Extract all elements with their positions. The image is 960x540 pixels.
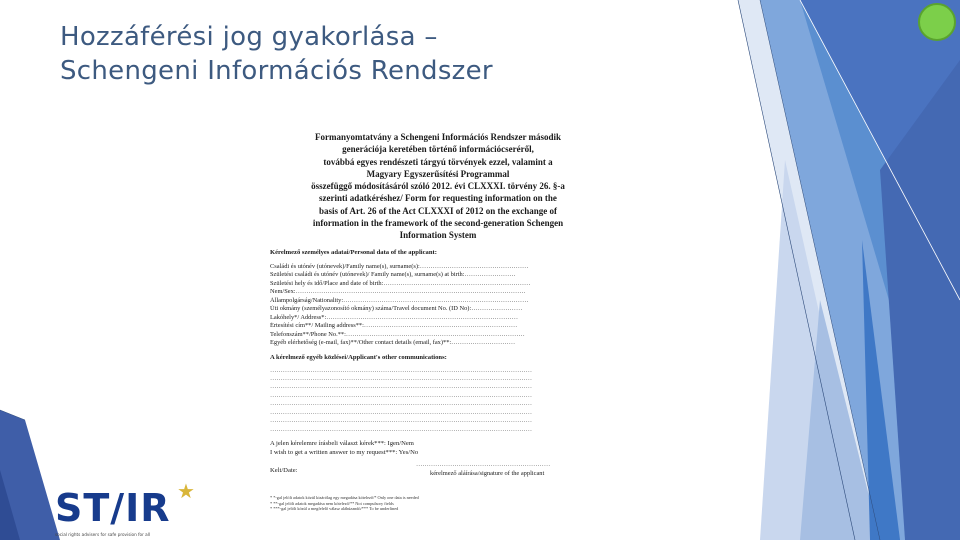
form-field-row <box>270 263 606 272</box>
form-field-blank: …………………… <box>471 305 523 313</box>
signature-label: kérelmező aláírása/signature of the applicant <box>430 470 545 477</box>
personal-data-section-title: Kérelmező személyes adatai/Personal data of the applicant: <box>270 248 437 256</box>
form-heading <box>262 126 614 242</box>
form-field-blank: ………………………………………………………………………… <box>345 330 525 338</box>
slide-title-line1: Hozzáférési jog gyakorlása – <box>60 22 438 52</box>
form-field-label: Értesítési cím**/ Mailing address**: <box>270 322 364 330</box>
slide-title-line2: Schengeni Információs Rendszer <box>60 56 493 86</box>
stair-logo <box>55 479 205 540</box>
reply-question-en: I wish to get a written answer to my request***: Yes/No <box>270 448 419 456</box>
footnote: * **-gal jelölt adatok megadása nem kötelező/** Not compulsory fields <box>270 500 394 506</box>
blank-line: …………………………………………………………………………………………………………… <box>270 400 533 408</box>
blank-line: …………………………………………………………………………………………………………… <box>270 383 533 391</box>
form-field-row <box>270 271 606 280</box>
form-heading-line: Information System <box>399 230 477 241</box>
footnote: * *-gal jelölt adatok közül kizárólag egy megadása kötelező/* Only one data is needed <box>270 495 419 500</box>
form-field-row <box>270 305 606 314</box>
form-heading-line: Formanyomtatvány a Schengeni Információs Rendszer második <box>314 132 562 142</box>
other-communications-title: A kérelmező egyéb közlései/Applicant's other communications: <box>270 353 447 361</box>
personal-data-fields <box>262 263 614 348</box>
form-field-label: Születési hely és idő/Place and date of birth: <box>270 279 384 287</box>
request-form-image <box>262 126 614 518</box>
form-field-blank: ………………………… <box>451 339 516 347</box>
logo-text: ST/IR <box>55 486 171 530</box>
other-communications-lines <box>262 367 614 434</box>
form-field-label: Születési családi és utónév (utónevek)/ Family name(s), surname(s) at birth: <box>270 271 465 279</box>
form-heading-line: Magyary Egyszerűsítési Programmal <box>366 168 510 179</box>
form-field-blank: …………………………………………………………………………… <box>343 296 529 304</box>
star-icon: ★ <box>177 479 195 503</box>
form-field-blank: …………………………………………………………… <box>383 279 531 287</box>
form-heading-line: information in the framework of the second-generation Schengen <box>312 218 564 229</box>
form-field-row <box>270 322 606 331</box>
form-field-label: Lakóhely*/ Address*: <box>270 313 327 321</box>
logo-tagline: social rights advisers for safe provision for all <box>55 532 151 537</box>
blank-line: …………………………………………………………………………………………………………… <box>270 391 533 399</box>
form-heading-line: továbbá egyes rendészeti tárgyú törvények ezzel, valamint a <box>323 156 553 167</box>
form-field-blank: ……………………………………………………………… <box>363 322 518 330</box>
form-field-row <box>270 339 606 348</box>
form-field-label: Nem/Sex: <box>270 288 296 296</box>
form-field-label: Egyéb elérhetőség (e-mail, fax)**/Other contact details (email, fax)**: <box>270 339 452 347</box>
form-field-blank: …………………………………………… <box>419 262 529 270</box>
form-heading-line: szerinti adatkéréshez/ Form for requesting information on the <box>319 193 557 204</box>
form-heading-line: összefüggő módosításáról szóló 2012. évi CLXXXI. törvény 26. §-a <box>311 181 565 192</box>
form-field-blank: …………………… <box>464 271 516 279</box>
blank-line: …………………………………………………………………………………………………………… <box>270 425 533 433</box>
blank-line: …………………………………………………………………………………………………………… <box>270 366 533 374</box>
form-field-label: Állampolgárság/Nationality: <box>270 296 344 304</box>
form-field-row <box>270 314 606 323</box>
form-footnotes <box>270 495 419 512</box>
blank-line: …………………………………………………………………………………………………………… <box>270 417 533 425</box>
form-field-label: Családi és utónév (utónevek)/Family name(s), surname(s): <box>270 262 420 270</box>
signature-line: ……………………………………………………… <box>416 461 551 468</box>
green-circle-icon <box>918 3 956 41</box>
form-field-row <box>270 280 606 289</box>
blank-line: …………………………………………………………………………………………………………… <box>270 375 533 383</box>
form-field-blank: ……………………………………………………………………………………………… <box>295 288 526 296</box>
date-label: Kelt/Date: <box>270 467 298 475</box>
form-field-row <box>270 331 606 340</box>
slide-title <box>60 20 660 88</box>
form-field-blank: ……………………………………………………………………………… <box>326 313 518 321</box>
blank-line: …………………………………………………………………………………………………………… <box>270 408 533 416</box>
form-heading-line: generációja keretében történő információcseréről, <box>342 144 534 155</box>
form-field-row <box>270 288 606 297</box>
form-heading-line: basis of Art. 26 of the Act CLXXXI of 2012 on the exchange of <box>319 205 557 216</box>
form-field-label: Úti okmány (személyazonosító okmány) száma/Travel document No. (ID No): <box>270 305 472 313</box>
form-field-label: Telefonszám**/Phone No.**: <box>270 330 346 338</box>
reply-question-hu: A jelen kérelemre írásbeli választ kérek***: Igen/Nem <box>270 439 414 447</box>
footnote: * ***-gal jelölt közül a megfelelő válasz aláhúzandó/*** To be underlined <box>270 506 399 512</box>
form-field-row <box>270 297 606 306</box>
